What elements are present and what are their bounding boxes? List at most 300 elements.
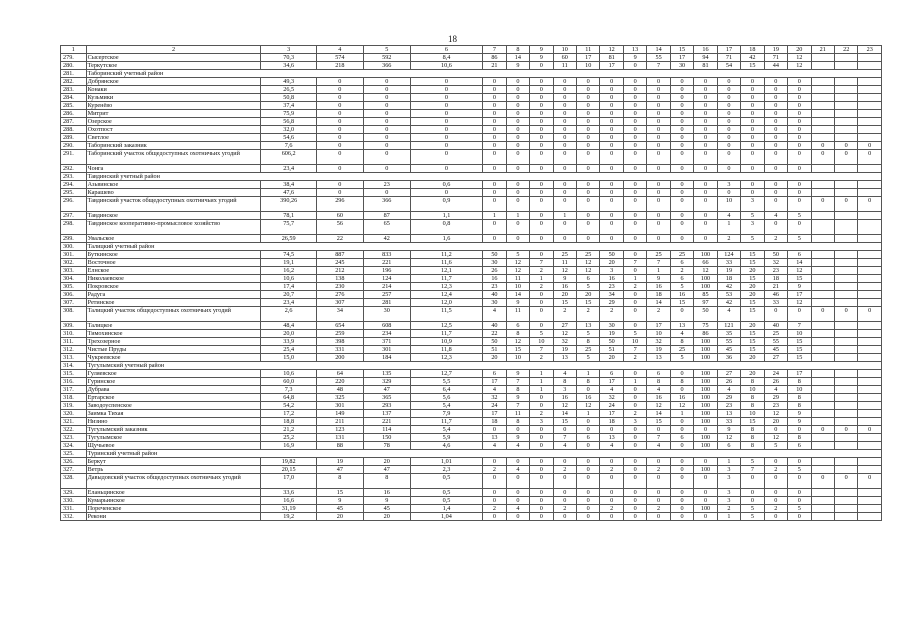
value-cell — [834, 251, 857, 259]
value-cell: 2 — [600, 505, 623, 513]
value-cell — [811, 181, 834, 189]
value-cell: 0 — [623, 513, 646, 521]
value-cell: 4 — [483, 442, 506, 450]
value-cell — [811, 118, 834, 126]
value-cell: 51 — [483, 346, 506, 354]
row-number: 293. — [61, 173, 87, 181]
value-cell — [834, 338, 857, 346]
value-cell: 100 — [694, 251, 717, 259]
value-cell: 230 — [316, 283, 363, 291]
value-cell: 0 — [553, 474, 576, 489]
value-cell: 15,0 — [261, 354, 316, 362]
value-cell: 0 — [506, 197, 529, 212]
value-cell: 0 — [600, 426, 623, 434]
value-cell: 11,2 — [410, 251, 483, 259]
table-row — [61, 142, 882, 150]
value-cell: 74,5 — [261, 251, 316, 259]
value-cell: 257 — [363, 291, 410, 299]
value-cell: 0 — [647, 189, 670, 197]
value-cell: 8 — [741, 434, 764, 442]
ground-name: Низино — [86, 418, 261, 426]
value-cell: 150 — [363, 434, 410, 442]
value-cell: 15 — [741, 62, 764, 70]
value-cell: 123 — [316, 426, 363, 434]
value-cell: 5 — [577, 283, 600, 291]
value-cell: 32 — [764, 259, 787, 267]
row-number: 302. — [61, 259, 87, 267]
value-cell: 0 — [741, 118, 764, 126]
value-cell: 0 — [670, 418, 693, 426]
value-cell: 9 — [788, 283, 811, 291]
value-cell: 34 — [600, 291, 623, 299]
value-cell: 10 — [741, 386, 764, 394]
value-cell — [811, 189, 834, 197]
value-cell: 8 — [363, 474, 410, 489]
value-cell: 12,5 — [410, 322, 483, 330]
row-number: 311. — [61, 338, 87, 346]
value-cell: 0 — [600, 102, 623, 110]
ground-name: Тугулымское — [86, 434, 261, 442]
value-cell: 0 — [600, 142, 623, 150]
row-number: 304. — [61, 275, 87, 283]
value-cell — [858, 378, 882, 386]
value-cell: 100 — [694, 338, 717, 346]
value-cell: 47 — [363, 466, 410, 474]
value-cell: 398 — [316, 338, 363, 346]
value-cell: 1 — [577, 370, 600, 378]
value-cell: 9 — [788, 418, 811, 426]
value-cell: 0 — [483, 197, 506, 212]
value-cell: 331 — [316, 346, 363, 354]
value-cell: 16 — [670, 394, 693, 402]
hunting-grounds-table — [60, 45, 882, 521]
ground-name: Талицкое — [86, 322, 261, 330]
value-cell: 0 — [600, 235, 623, 243]
value-cell: 0 — [694, 489, 717, 497]
value-cell: 0 — [788, 102, 811, 110]
value-cell: 0 — [483, 142, 506, 150]
value-cell: 18 — [600, 418, 623, 426]
row-number: 320. — [61, 410, 87, 418]
value-cell: 2,6 — [261, 307, 316, 322]
value-cell: 0 — [506, 150, 529, 165]
value-cell: 75 — [694, 322, 717, 330]
value-cell: 0 — [410, 78, 483, 86]
value-cell: 5 — [764, 442, 787, 450]
value-cell: 0 — [483, 110, 506, 118]
value-cell: 4 — [764, 386, 787, 394]
value-cell: 27 — [553, 322, 576, 330]
row-number: 321. — [61, 418, 87, 426]
value-cell: 0 — [623, 370, 646, 378]
value-cell: 33 — [717, 418, 740, 426]
value-cell: 0 — [553, 78, 576, 86]
value-cell: 0 — [670, 189, 693, 197]
table-row — [61, 370, 882, 378]
value-cell: 20 — [553, 291, 576, 299]
value-cell: 0 — [530, 102, 553, 110]
value-cell: 0 — [717, 189, 740, 197]
value-cell — [834, 86, 857, 94]
value-cell: 0 — [483, 426, 506, 434]
table-row — [61, 235, 882, 243]
value-cell: 0 — [363, 165, 410, 173]
table-row — [61, 426, 882, 434]
value-cell: 0 — [670, 513, 693, 521]
value-cell — [858, 275, 882, 283]
table-row — [61, 291, 882, 299]
row-number: 322. — [61, 426, 87, 434]
value-cell: 20 — [577, 291, 600, 299]
value-cell — [834, 458, 857, 466]
value-cell — [858, 86, 882, 94]
value-cell: 0 — [764, 78, 787, 86]
value-cell: 2 — [553, 307, 576, 322]
value-cell: 0 — [858, 150, 882, 165]
value-cell: 2 — [600, 466, 623, 474]
value-cell: 0 — [788, 86, 811, 94]
value-cell: 0 — [623, 62, 646, 70]
value-cell: 0 — [410, 165, 483, 173]
table-row — [61, 86, 882, 94]
value-cell: 15 — [647, 418, 670, 426]
value-cell: 0 — [577, 197, 600, 212]
value-cell: 0 — [858, 307, 882, 322]
value-cell: 47 — [316, 466, 363, 474]
value-cell — [811, 235, 834, 243]
value-cell: 26 — [764, 378, 787, 386]
value-cell: 0 — [483, 220, 506, 235]
value-cell — [858, 212, 882, 220]
row-number: 331. — [61, 505, 87, 513]
value-cell: 9 — [788, 410, 811, 418]
value-cell: 0 — [530, 291, 553, 299]
value-cell: 0 — [363, 142, 410, 150]
value-cell: 0 — [600, 497, 623, 505]
value-cell: 85 — [694, 291, 717, 299]
value-cell: 10,9 — [410, 338, 483, 346]
value-cell: 0 — [694, 134, 717, 142]
row-number: 291. — [61, 150, 87, 165]
value-cell: 75,7 — [261, 220, 316, 235]
value-cell: 6 — [670, 259, 693, 267]
value-cell: 20 — [741, 354, 764, 362]
value-cell: 0 — [623, 142, 646, 150]
ground-name: Тавдинский участок общедоступных охотничьих угодий — [86, 197, 261, 212]
value-cell: 3 — [530, 418, 553, 426]
value-cell: 12 — [506, 338, 529, 346]
value-cell: 3 — [600, 267, 623, 275]
value-cell — [811, 330, 834, 338]
value-cell: 13 — [483, 434, 506, 442]
value-cell: 0 — [670, 86, 693, 94]
value-cell: 12 — [717, 434, 740, 442]
value-cell: 0 — [623, 197, 646, 212]
value-cell: 0 — [506, 426, 529, 434]
value-cell: 0 — [694, 513, 717, 521]
value-cell: 0 — [670, 505, 693, 513]
value-cell: 21 — [483, 62, 506, 70]
value-cell: 0 — [623, 474, 646, 489]
value-cell: 0 — [670, 370, 693, 378]
value-cell: 17 — [788, 291, 811, 299]
value-cell: 0 — [647, 142, 670, 150]
value-cell: 0 — [670, 220, 693, 235]
column-header: 6 — [410, 46, 483, 54]
row-number: 300. — [61, 243, 87, 251]
value-cell: 26 — [483, 267, 506, 275]
value-cell: 25 — [670, 251, 693, 259]
value-cell: 10 — [647, 330, 670, 338]
value-cell: 0 — [858, 426, 882, 434]
value-cell: 7 — [553, 434, 576, 442]
ground-name: Дубрава — [86, 386, 261, 394]
value-cell — [811, 62, 834, 70]
value-cell: 8 — [577, 378, 600, 386]
value-cell: 0 — [530, 110, 553, 118]
value-cell: 15 — [741, 275, 764, 283]
value-cell: 0 — [788, 197, 811, 212]
value-cell: 0 — [647, 110, 670, 118]
value-cell: 55 — [717, 338, 740, 346]
value-cell — [834, 442, 857, 450]
table-row — [61, 220, 882, 235]
value-cell — [858, 189, 882, 197]
value-cell: 3 — [741, 197, 764, 212]
ground-name: Светлое — [86, 134, 261, 142]
table-row — [61, 442, 882, 450]
value-cell — [858, 126, 882, 134]
value-cell: 0 — [623, 220, 646, 235]
value-cell: 8 — [788, 394, 811, 402]
value-cell: 0 — [741, 102, 764, 110]
value-cell: 56,8 — [261, 118, 316, 126]
value-cell: 86 — [694, 330, 717, 338]
value-cell: 0 — [647, 102, 670, 110]
value-cell: 11,7 — [410, 418, 483, 426]
value-cell: 36 — [717, 354, 740, 362]
value-cell: 0 — [694, 474, 717, 489]
value-cell: 5 — [788, 235, 811, 243]
table-row — [61, 299, 882, 307]
value-cell: 0 — [553, 118, 576, 126]
value-cell: 0 — [647, 78, 670, 86]
value-cell: 0 — [647, 150, 670, 165]
value-cell: 574 — [316, 54, 363, 62]
value-cell: 212 — [316, 267, 363, 275]
value-cell: 0 — [788, 126, 811, 134]
value-cell: 15 — [577, 299, 600, 307]
value-cell: 6 — [577, 275, 600, 283]
value-cell: 0 — [316, 181, 363, 189]
row-number: 290. — [61, 142, 87, 150]
value-cell — [858, 134, 882, 142]
value-cell: 1 — [577, 410, 600, 418]
value-cell: 42 — [717, 283, 740, 291]
value-cell: 0 — [600, 474, 623, 489]
value-cell: 0 — [788, 118, 811, 126]
value-cell: 0,5 — [410, 489, 483, 497]
ground-name: Таборинский заказник — [86, 142, 261, 150]
value-cell: 0 — [506, 474, 529, 489]
row-number: 295. — [61, 189, 87, 197]
row-number: 288. — [61, 126, 87, 134]
value-cell: 30 — [600, 322, 623, 330]
ground-name: Кумарьинское — [86, 497, 261, 505]
value-cell: 2 — [623, 410, 646, 418]
value-cell — [811, 322, 834, 330]
district-row — [61, 450, 882, 458]
value-cell: 0 — [553, 497, 576, 505]
value-cell: 12,0 — [410, 299, 483, 307]
value-cell: 0,9 — [410, 197, 483, 212]
value-cell: 0 — [741, 474, 764, 489]
value-cell — [834, 489, 857, 497]
value-cell: 12 — [553, 330, 576, 338]
value-cell: 0 — [694, 458, 717, 466]
value-cell: 8 — [741, 378, 764, 386]
value-cell: 0 — [506, 86, 529, 94]
value-cell: 16 — [600, 275, 623, 283]
value-cell: 15 — [741, 299, 764, 307]
column-header: 10 — [553, 46, 576, 54]
value-cell: 0 — [506, 110, 529, 118]
value-cell: 138 — [316, 275, 363, 283]
ground-name: Еланьцинское — [86, 489, 261, 497]
row-number: 296. — [61, 197, 87, 212]
value-cell: 0 — [694, 150, 717, 165]
table-row — [61, 165, 882, 173]
value-cell: 0 — [577, 142, 600, 150]
value-cell: 12 — [577, 259, 600, 267]
value-cell: 81 — [694, 62, 717, 70]
value-cell: 87 — [363, 212, 410, 220]
ground-name: Чукреевское — [86, 354, 261, 362]
value-cell: 0 — [623, 291, 646, 299]
value-cell: 31,19 — [261, 505, 316, 513]
value-cell: 20 — [741, 370, 764, 378]
value-cell: 1,04 — [410, 513, 483, 521]
table-row — [61, 259, 882, 267]
value-cell: 0 — [858, 474, 882, 489]
value-cell: 16 — [553, 283, 576, 291]
value-cell: 11,7 — [410, 275, 483, 283]
value-cell: 211 — [316, 418, 363, 426]
value-cell — [834, 497, 857, 505]
value-cell: 51 — [600, 346, 623, 354]
value-cell — [834, 220, 857, 235]
value-cell: 1 — [647, 267, 670, 275]
value-cell: 18 — [717, 275, 740, 283]
value-cell: 366 — [363, 62, 410, 70]
ground-name: Талицкий участок общедоступных охотничьих угодий — [86, 307, 261, 322]
value-cell: 9 — [506, 62, 529, 70]
value-cell: 1,4 — [410, 505, 483, 513]
value-cell: 0 — [363, 126, 410, 134]
value-cell: 16 — [363, 489, 410, 497]
value-cell: 18 — [764, 275, 787, 283]
value-cell: 0 — [363, 94, 410, 102]
value-cell: 23 — [483, 283, 506, 291]
value-cell — [811, 338, 834, 346]
value-cell: 3 — [717, 474, 740, 489]
value-cell: 17,0 — [261, 474, 316, 489]
row-number: 319. — [61, 402, 87, 410]
value-cell: 0 — [577, 94, 600, 102]
value-cell: 0 — [553, 150, 576, 165]
value-cell: 0,5 — [410, 497, 483, 505]
value-cell: 19,82 — [261, 458, 316, 466]
value-cell: 0 — [483, 458, 506, 466]
row-number: 327. — [61, 466, 87, 474]
value-cell: 13 — [670, 322, 693, 330]
value-cell: 8 — [741, 394, 764, 402]
value-cell: 11 — [506, 307, 529, 322]
value-cell: 0 — [741, 110, 764, 118]
value-cell — [811, 212, 834, 220]
table-row — [61, 150, 882, 165]
value-cell: 1 — [530, 275, 553, 283]
value-cell: 17 — [788, 370, 811, 378]
value-cell: 0 — [483, 497, 506, 505]
value-cell — [811, 513, 834, 521]
value-cell: 4 — [717, 212, 740, 220]
value-cell: 8 — [788, 434, 811, 442]
value-cell: 0 — [788, 489, 811, 497]
ground-name: Сысертское — [86, 54, 261, 62]
column-header: 4 — [316, 46, 363, 54]
value-cell: 1,6 — [410, 235, 483, 243]
row-number: 283. — [61, 86, 87, 94]
value-cell: 20,0 — [261, 330, 316, 338]
value-cell: 20 — [741, 283, 764, 291]
value-cell: 0 — [623, 394, 646, 402]
value-cell: 20 — [600, 259, 623, 267]
ground-name: Озерское — [86, 118, 261, 126]
value-cell: 71 — [717, 54, 740, 62]
value-cell: 20 — [741, 322, 764, 330]
value-cell: 7 — [647, 434, 670, 442]
value-cell: 0 — [623, 505, 646, 513]
value-cell: 8 — [741, 426, 764, 434]
value-cell: 3 — [717, 497, 740, 505]
value-cell: 0 — [530, 189, 553, 197]
value-cell: 100 — [694, 505, 717, 513]
value-cell: 0 — [694, 102, 717, 110]
value-cell — [858, 283, 882, 291]
value-cell: 42 — [363, 235, 410, 243]
value-cell — [834, 322, 857, 330]
value-cell: 0 — [694, 94, 717, 102]
value-cell: 29 — [600, 299, 623, 307]
value-cell: 32 — [647, 338, 670, 346]
ground-name: Таборинский участок общедоступных охотничьих угодий — [86, 150, 261, 165]
value-cell: 0 — [316, 86, 363, 94]
value-cell: 0 — [483, 78, 506, 86]
value-cell: 7,3 — [261, 386, 316, 394]
value-cell: 6 — [647, 370, 670, 378]
district-title: Тавдинский учетный район — [86, 173, 881, 181]
value-cell: 0 — [764, 458, 787, 466]
value-cell: 6 — [600, 370, 623, 378]
value-cell: 200 — [316, 354, 363, 362]
value-cell: 9 — [717, 426, 740, 434]
value-cell: 24 — [483, 402, 506, 410]
value-cell: 19 — [717, 267, 740, 275]
value-cell: 12 — [577, 402, 600, 410]
value-cell: 0 — [647, 197, 670, 212]
value-cell: 60,0 — [261, 378, 316, 386]
